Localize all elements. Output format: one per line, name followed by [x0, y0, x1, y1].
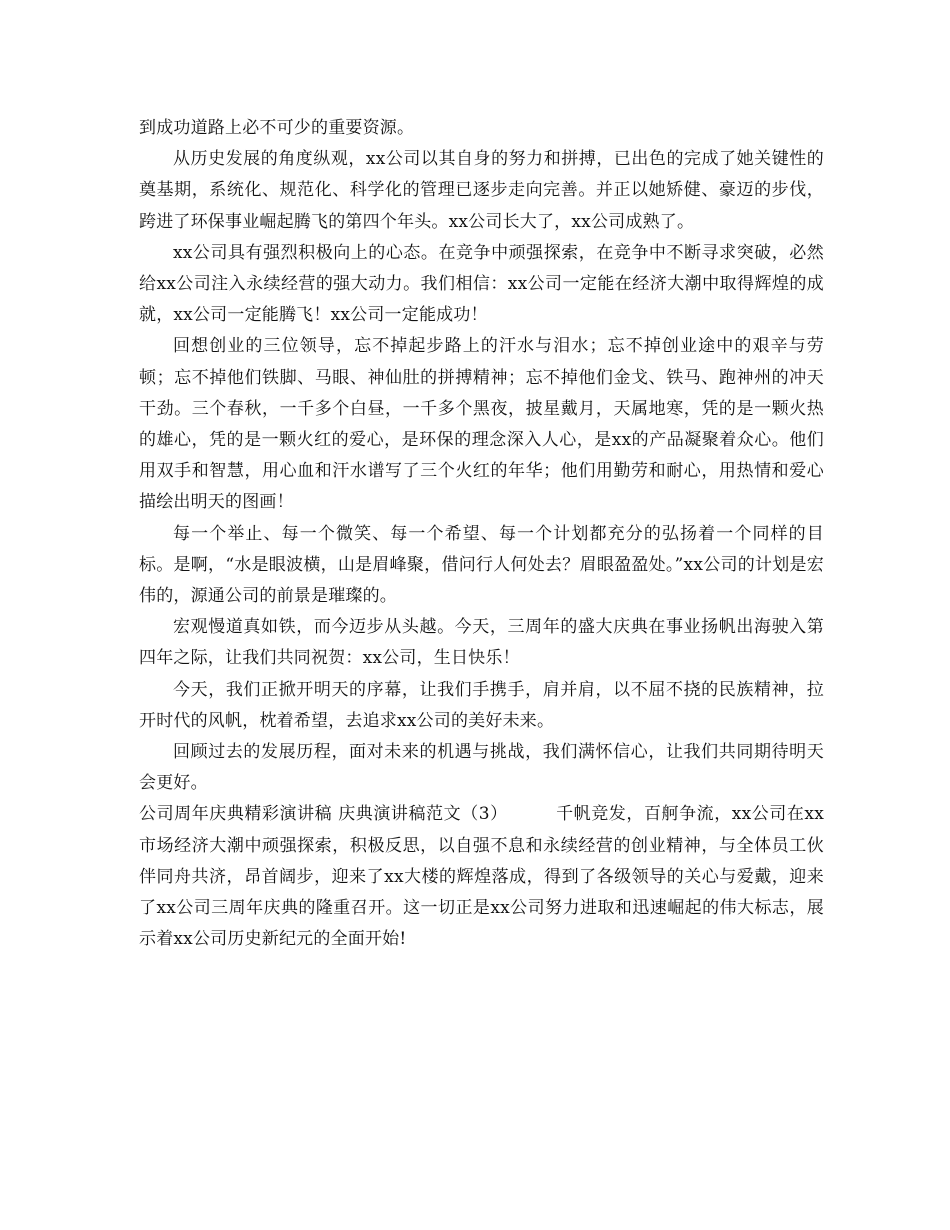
paragraph-closing: 回顾过去的发展历程，面对未来的机遇与挑战，我们满怀信心，让我们共同期待明天会更好。	[139, 742, 824, 794]
paragraph-continuation: 到成功道路上必不可少的重要资源。	[139, 118, 415, 138]
paragraph-founders: 回想创业的三位领导，忘不掉起步路上的汗水与泪水；忘不掉创业途中的艰辛与劳顿；忘不掉他们铁脚、马眼、神仙肚的拼搏精神；忘不掉他们金戈、铁马、跑神州的冲天干劲。三个春秋，一千多个白昼，一千多个黑夜，披星戴月，天属地寒，凭的是一颗火热的雄心，凭的是一颗火红的爱心，是环保的理念深入人心，是xx的产品凝聚着众心。他们用双手和智慧，用心血和汗水谱写了三个火红的年华；他们用勤劳和耐心，用热情和爱心描绘出明天的图画！	[139, 336, 824, 513]
section-heading: 公司周年庆典精彩演讲稿 庆典演讲稿范文（3）	[139, 804, 508, 825]
document-body	[139, 113, 824, 955]
paragraph-goals: 每一个举止、每一个微笑、每一个希望、每一个计划都充分的弘扬着一个同样的目标。是啊，“水是眼波横，山是眉峰聚，借问行人何处去？眉眼盈盈处。”xx公司的计划是宏伟的，源通公司的前景是璀璨的。	[139, 523, 824, 607]
paragraph-future: 今天，我们正掀开明天的序幕，让我们手携手，肩并肩，以不屈不挠的民族精神，拉开时代的风帆，枕着希望，去追求xx公司的美好未来。	[139, 679, 824, 731]
section-paragraph	[139, 799, 824, 955]
paragraph-history: 从历史发展的角度纵观，xx公司以其自身的努力和拼搏，已出色的完成了她关键性的奠基期，系统化、规范化、科学化的管理已逐步走向完善。并正以她矫健、豪迈的步伐，跨进了环保事业崛起腾飞的第四个年头。xx公司长大了，xx公司成熟了。	[139, 149, 824, 232]
section-body: 千帆竞发，百舸争流，xx公司在xx市场经济大潮中顽强探索，积极反思，以自强不息和永续经营的创业精神，与全体员工伙伴同舟共济，昂首阔步，迎来了xx大楼的辉煌落成，得到了各级领导的关心与爱戴，迎来了xx公司三周年庆典的隆重召开。这一切正是xx公司努力进取和迅速崛起的伟大标志，展示着xx公司历史新纪元的全面开始!	[139, 804, 825, 950]
paragraph-attitude: xx公司具有强烈积极向上的心态。在竞争中顽强探索，在竞争中不断寻求突破，必然给xx公司注入永续经营的强大动力。我们相信：xx公司一定能在经济大潮中取得辉煌的成就，xx公司一定能腾飞！xx公司一定能成功！	[139, 242, 824, 326]
paragraph-celebration: 宏观慢道真如铁，而今迈步从头越。今天，三周年的盛大庆典在事业扬帆出海驶入第四年之际，让我们共同祝贺：xx公司，生日快乐！	[139, 617, 824, 669]
